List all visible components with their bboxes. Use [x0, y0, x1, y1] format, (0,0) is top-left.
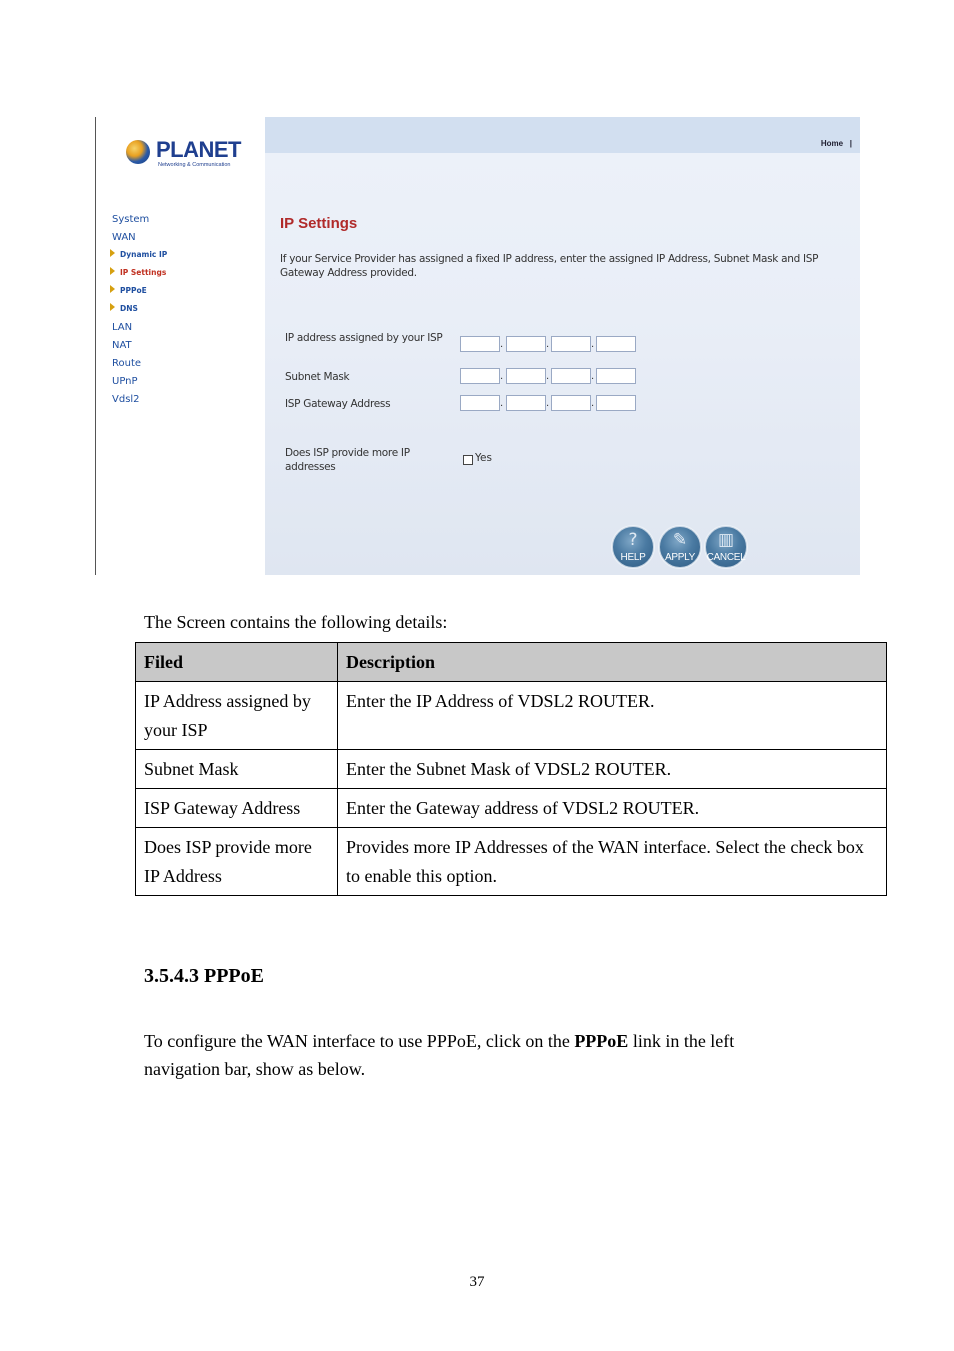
sidebar — [96, 117, 265, 575]
more-ip-checkbox[interactable] — [463, 455, 473, 465]
ip-octet-input[interactable] — [506, 336, 546, 352]
field-description-table — [135, 642, 887, 896]
ip-octet-input[interactable] — [460, 336, 500, 352]
apply-icon: ✎ — [672, 530, 688, 550]
sidebar-item-system[interactable]: System — [112, 214, 150, 225]
router-ui-screenshot — [95, 117, 860, 575]
intro-text: If your Service Provider has assigned a fixed IP address, enter the assigned IP Address, Subnet Mask and ISP Gateway Address provided. — [280, 253, 819, 279]
home-link-label[interactable]: Home — [820, 139, 844, 148]
ip-dot: . — [500, 339, 504, 350]
right-triangle-icon — [110, 267, 115, 275]
subnet-mask-label: Subnet Mask — [285, 371, 350, 383]
gateway-octet-input[interactable] — [596, 395, 636, 411]
sidebar-item-lan[interactable]: LAN — [112, 322, 133, 333]
apply-button[interactable] — [659, 526, 701, 568]
globe-icon — [126, 140, 150, 164]
table-row — [136, 789, 887, 828]
table-cell-description: Provides more IP Addresses of the WAN interface. Select the check box to enable this option. — [338, 828, 887, 896]
ip-dot: . — [500, 398, 504, 409]
ip-dot: . — [591, 371, 595, 382]
table-intro: The Screen contains the following details: — [144, 612, 448, 632]
sidebar-item-upnp[interactable]: UPnP — [112, 376, 138, 387]
right-triangle-icon — [110, 303, 115, 311]
gateway-label: ISP Gateway Address — [285, 398, 391, 410]
page-title: IP Settings — [280, 215, 358, 232]
table-cell-description: Enter the Gateway address of VDSL2 ROUTER. — [338, 789, 887, 828]
page-number: 37 — [469, 1274, 485, 1290]
pppoe-link-reference: PPPoE — [574, 1031, 629, 1051]
subnet-octet-input[interactable] — [460, 368, 500, 384]
logo-brand: PLANET — [156, 137, 241, 162]
ip-dot: . — [546, 339, 550, 350]
sidebar-item-pppoe[interactable]: PPPoE — [120, 286, 147, 295]
table-row — [136, 682, 887, 750]
sidebar-item-route[interactable]: Route — [112, 358, 142, 369]
ip-octet-input[interactable] — [596, 336, 636, 352]
logo-tagline: Networking & Communication — [158, 162, 231, 168]
gateway-octet-input[interactable] — [551, 395, 591, 411]
table-header-row — [136, 643, 887, 682]
ip-dot: . — [546, 371, 550, 382]
sidebar-item-ip-settings[interactable]: IP Settings — [120, 268, 167, 277]
gateway-octet-input[interactable] — [506, 395, 546, 411]
subnet-octet-input[interactable] — [551, 368, 591, 384]
more-ip-label: Does ISP provide more IP addresses — [285, 447, 410, 473]
table-cell-description: Enter the IP Address of VDSL2 ROUTER. — [338, 682, 887, 750]
ip-address-label: IP address assigned by your ISP — [285, 332, 443, 344]
home-link[interactable] — [821, 139, 852, 148]
ip-dot: . — [591, 339, 595, 350]
help-button[interactable] — [612, 526, 654, 568]
table-cell-field: Does ISP provide more IP Address — [136, 828, 338, 896]
sidebar-item-vdsl2[interactable]: Vdsl2 — [112, 394, 140, 405]
table-row — [136, 828, 887, 896]
ip-octet-input[interactable] — [551, 336, 591, 352]
header-description: Description — [338, 643, 887, 682]
table-cell-field: Subnet Mask — [136, 750, 338, 789]
subnet-octet-input[interactable] — [506, 368, 546, 384]
right-triangle-icon — [110, 249, 115, 257]
gateway-octet-input[interactable] — [460, 395, 500, 411]
apply-button-label: APPLY — [665, 552, 695, 563]
ip-dot: . — [591, 398, 595, 409]
pppoe-text-before: To configure the WAN interface to use PPPoE, click on the — [144, 1031, 575, 1051]
question-icon: ? — [628, 530, 638, 550]
section-heading: 3.5.4.3 PPPoE — [144, 965, 264, 987]
help-button-label: HELP — [620, 552, 646, 563]
ip-dot: . — [546, 398, 550, 409]
header-field: Filed — [136, 643, 338, 682]
table-cell-field: ISP Gateway Address — [136, 789, 338, 828]
pppoe-paragraph-line-2: navigation bar, show as below. — [144, 1059, 366, 1079]
home-separator: | — [849, 139, 852, 148]
trash-icon: ▥ — [717, 530, 735, 550]
pppoe-text-after: link in the left — [628, 1031, 735, 1051]
sidebar-item-wan[interactable]: WAN — [112, 232, 136, 243]
table-row — [136, 750, 887, 789]
right-triangle-icon — [110, 285, 115, 293]
pppoe-paragraph-line-1 — [144, 1027, 734, 1056]
more-ip-option-label: Yes — [475, 452, 492, 464]
cancel-button[interactable] — [705, 526, 747, 568]
table-cell-description: Enter the Subnet Mask of VDSL2 ROUTER. — [338, 750, 887, 789]
sidebar-item-nat[interactable]: NAT — [112, 340, 132, 351]
sidebar-item-dynamic-ip[interactable]: Dynamic IP — [120, 250, 168, 259]
main-panel — [265, 117, 860, 575]
cancel-button-label: CANCEL — [706, 552, 746, 563]
ip-dot: . — [500, 371, 504, 382]
subnet-octet-input[interactable] — [596, 368, 636, 384]
sidebar-item-dns[interactable]: DNS — [120, 304, 138, 313]
table-cell-field: IP Address assigned by your ISP — [136, 682, 338, 750]
planet-logo — [126, 137, 241, 173]
